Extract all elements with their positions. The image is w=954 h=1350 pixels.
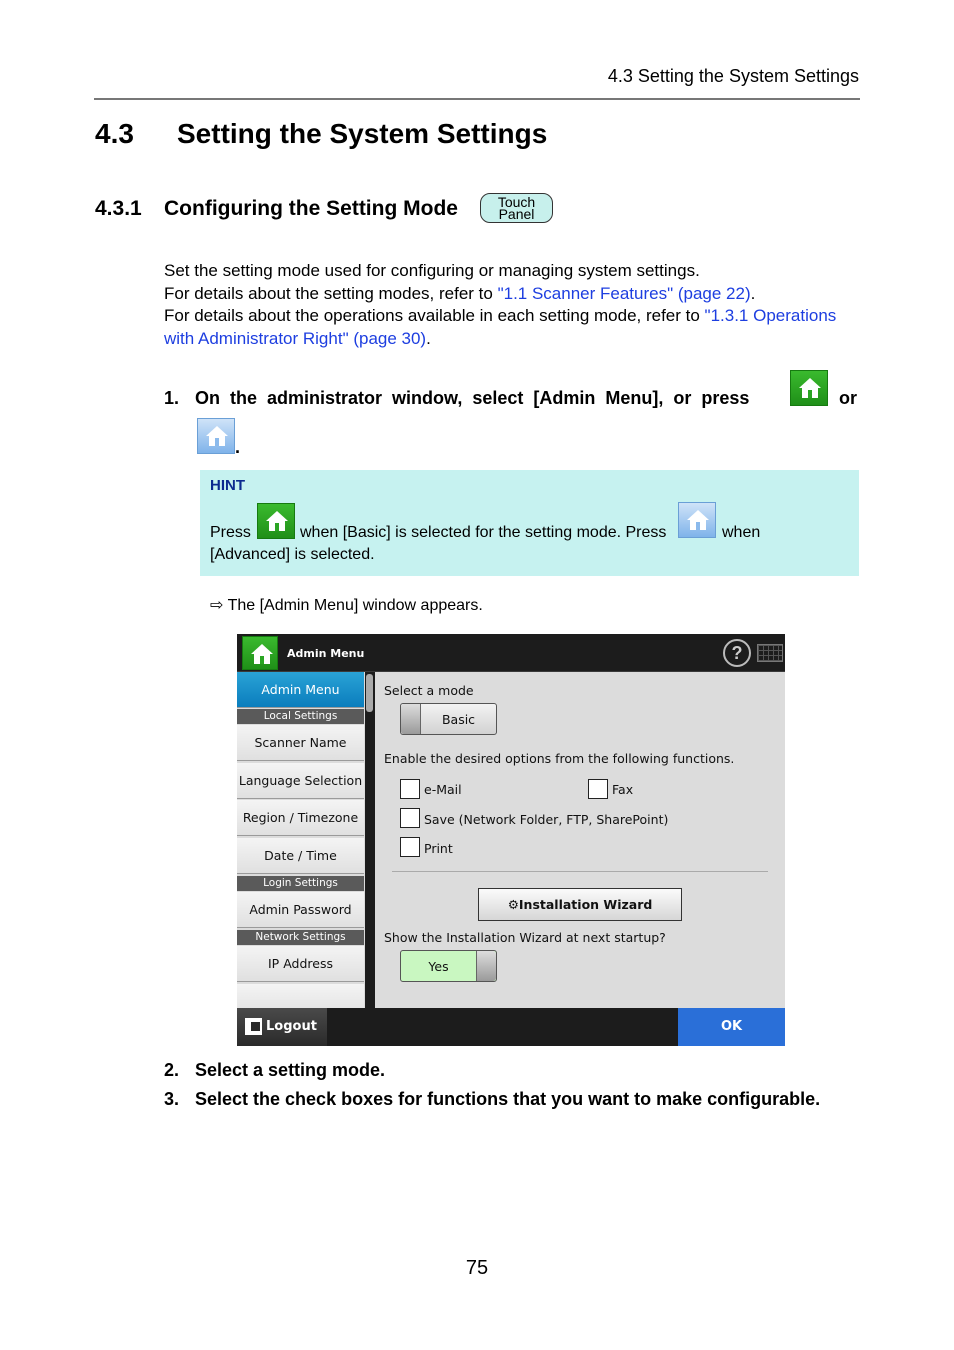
help-icon[interactable]: ? bbox=[723, 639, 751, 667]
enable-text: Enable the desired options from the following functions. bbox=[384, 751, 735, 766]
sidebar-header-login: Login Settings bbox=[237, 876, 364, 891]
installation-wizard-button[interactable] bbox=[478, 888, 682, 921]
subsection-heading bbox=[95, 197, 458, 221]
ok-button[interactable]: OK bbox=[678, 1008, 785, 1046]
sidebar-item-date[interactable]: Date / Time bbox=[237, 838, 364, 874]
intro-text: For details about the operations available in each setting mode, refer to bbox=[164, 306, 705, 326]
logout-label: Logout bbox=[266, 1019, 317, 1034]
header-rule bbox=[94, 98, 860, 100]
intro-line-1: Set the setting mode used for configuring or managing system settings. bbox=[164, 261, 700, 280]
intro-paragraph bbox=[164, 260, 860, 350]
sidebar-item-ip[interactable]: IP Address bbox=[237, 946, 364, 982]
fax-label: Fax bbox=[612, 782, 634, 797]
print-label: Print bbox=[424, 841, 453, 856]
sidebar bbox=[237, 672, 365, 1008]
page-number: 75 bbox=[465, 1257, 489, 1279]
wizard-question: Show the Installation Wizard at next startup? bbox=[384, 930, 666, 945]
admin-menu-screenshot bbox=[237, 634, 785, 1046]
step-number: 2. bbox=[164, 1060, 180, 1080]
sidebar-header-local: Local Settings bbox=[237, 709, 364, 724]
home-icon[interactable] bbox=[242, 636, 278, 670]
intro-line-3 bbox=[164, 305, 860, 328]
top-bar bbox=[237, 634, 785, 672]
mode-value: Basic bbox=[441, 712, 476, 727]
keyboard-icon[interactable] bbox=[757, 644, 783, 662]
window-title: Admin Menu bbox=[287, 647, 365, 660]
scanner-features-link[interactable]: "1.1 Scanner Features" (page 22) bbox=[497, 283, 751, 303]
operations-link[interactable]: "1.3.1 Operations bbox=[704, 306, 837, 326]
subsection-number: 4.3.1 bbox=[95, 197, 142, 220]
logout-icon bbox=[245, 1018, 262, 1035]
intro-text: . bbox=[750, 283, 756, 303]
intro-line-4 bbox=[164, 328, 860, 351]
home-blue-icon bbox=[197, 418, 235, 454]
divider bbox=[392, 871, 768, 872]
step-text: Select the check boxes for functions that you want to make configurable. bbox=[195, 1089, 821, 1109]
step-1 bbox=[164, 388, 749, 409]
sidebar-item-language[interactable]: Language Selection bbox=[237, 763, 364, 799]
hint-mid: when [Basic] is selected for the setting mode. Press bbox=[300, 524, 667, 541]
home-blue-icon bbox=[678, 502, 716, 538]
hint-when: when bbox=[722, 524, 761, 541]
home-green-icon bbox=[257, 503, 295, 539]
fax-checkbox[interactable] bbox=[588, 779, 608, 799]
section-title: Setting the System Settings bbox=[177, 118, 548, 149]
bottom-bar bbox=[237, 1008, 785, 1046]
step-1-or: or bbox=[839, 388, 857, 408]
section-heading bbox=[95, 118, 547, 150]
result-line bbox=[210, 595, 483, 615]
print-checkbox[interactable] bbox=[400, 837, 420, 857]
result-text: The [Admin Menu] window appears. bbox=[227, 597, 483, 614]
intro-text: For details about the setting modes, refer to bbox=[164, 283, 498, 303]
running-head: 4.3 Setting the System Settings bbox=[607, 66, 859, 86]
sidebar-item-region[interactable]: Region / Timezone bbox=[237, 800, 364, 836]
step-3 bbox=[164, 1089, 820, 1110]
intro-line-2 bbox=[164, 283, 860, 306]
sidebar-item-admin-menu[interactable]: Admin Menu bbox=[237, 672, 364, 708]
mode-toggle[interactable] bbox=[400, 703, 497, 735]
wizard-label: Installation Wizard bbox=[518, 897, 653, 912]
hint-box bbox=[200, 470, 859, 576]
hint-title: HINT bbox=[210, 477, 245, 494]
email-label: e-Mail bbox=[424, 782, 462, 797]
save-label: Save (Network Folder, FTP, SharePoint) bbox=[424, 812, 669, 827]
logout-button[interactable] bbox=[237, 1008, 327, 1046]
operations-link-cont[interactable]: with Administrator Right" (page 30) bbox=[164, 328, 427, 348]
step-number: 1. bbox=[164, 388, 180, 408]
subsection-title: Configuring the Setting Mode bbox=[164, 197, 458, 220]
sidebar-item-scanner-name[interactable]: Scanner Name bbox=[237, 725, 364, 761]
badge-line-2: Panel bbox=[498, 206, 535, 222]
step-text: Select a setting mode. bbox=[195, 1060, 386, 1080]
step-2 bbox=[164, 1060, 385, 1081]
save-checkbox[interactable] bbox=[400, 808, 420, 828]
main-panel bbox=[375, 672, 785, 1008]
wizard-startup-toggle[interactable] bbox=[400, 950, 497, 982]
hint-line-2: [Advanced] is selected. bbox=[210, 546, 375, 563]
gear-icon: ⚙ bbox=[507, 897, 519, 912]
toggle-knob bbox=[401, 704, 421, 734]
step-1-end: . bbox=[235, 437, 241, 457]
sidebar-item-admin-password[interactable]: Admin Password bbox=[237, 892, 364, 928]
hint-press: Press bbox=[210, 524, 251, 541]
sidebar-header-network: Network Settings bbox=[237, 930, 364, 945]
step-text: On the administrator window, select [Admin Menu], or press bbox=[195, 388, 750, 408]
step-number: 3. bbox=[164, 1089, 180, 1109]
select-mode-label: Select a mode bbox=[384, 683, 474, 698]
toggle-value: Yes bbox=[428, 959, 449, 974]
section-number: 4.3 bbox=[95, 118, 134, 149]
badge-line-1: Touch bbox=[497, 194, 536, 210]
scroll-thumb[interactable] bbox=[366, 674, 373, 712]
intro-text: . bbox=[426, 328, 431, 348]
arrow-icon: ⇨ bbox=[210, 597, 224, 614]
toggle-knob bbox=[476, 951, 496, 981]
home-green-icon bbox=[790, 370, 828, 406]
touch-panel-badge bbox=[480, 193, 553, 223]
email-checkbox[interactable] bbox=[400, 779, 420, 799]
sidebar-scrollbar[interactable] bbox=[365, 672, 374, 1008]
